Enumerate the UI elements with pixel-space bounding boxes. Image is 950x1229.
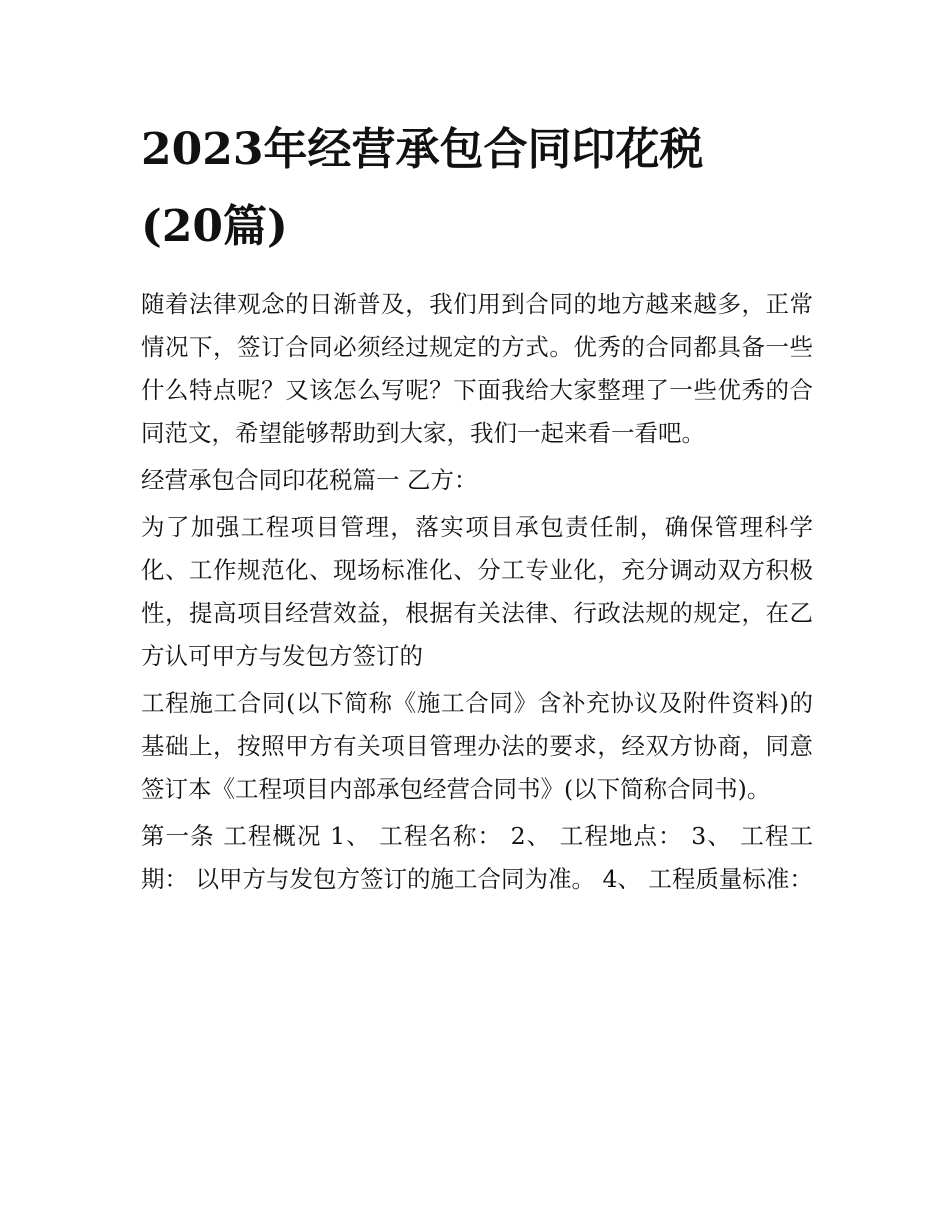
document-page — [141, 118, 813, 905]
title-line-1: 2023年经营承包合同印花税 — [141, 124, 704, 175]
document-title — [141, 118, 813, 259]
paragraph-intro: 随着法律观念的日渐普及，我们用到合同的地方越来越多，正常情况下，签订合同必须经过规定的方式。优秀的合同都具备一些什么特点呢？又该怎么写呢？下面我给大家整理了一些优秀的合同范文，希望能够帮助到大家，我们一起来看一看吧。 — [141, 290, 813, 447]
paragraph-basis: 工程施工合同(以下简称《施工合同》含补充协议及附件资料)的基础上，按照甲方有关项目管理办法的要求，经双方协商，同意签订本《工程项目内部承包经营合同书》(以下简称合同书)。 — [141, 689, 813, 803]
paragraph-purpose: 为了加强工程项目管理，落实项目承包责任制，确保管理科学化、工作规范化、现场标准化、分工专业化，充分调动双方积极性，提高项目经营效益，根据有关法律、行政法规的规定，在乙方认可甲方与发包方签订的 — [141, 513, 813, 670]
paragraph-section-heading: 经营承包合同印花税篇一 乙方： — [141, 466, 478, 494]
document-body — [141, 283, 813, 901]
paragraph-article-one: 第一条 工程概况 1、 工程名称： 2、 工程地点： 3、 工程工期： 以甲方与发包方签订的施工合同为准。 4、 工程质量标准： — [141, 822, 813, 893]
title-line-2: (20篇) — [141, 201, 288, 252]
